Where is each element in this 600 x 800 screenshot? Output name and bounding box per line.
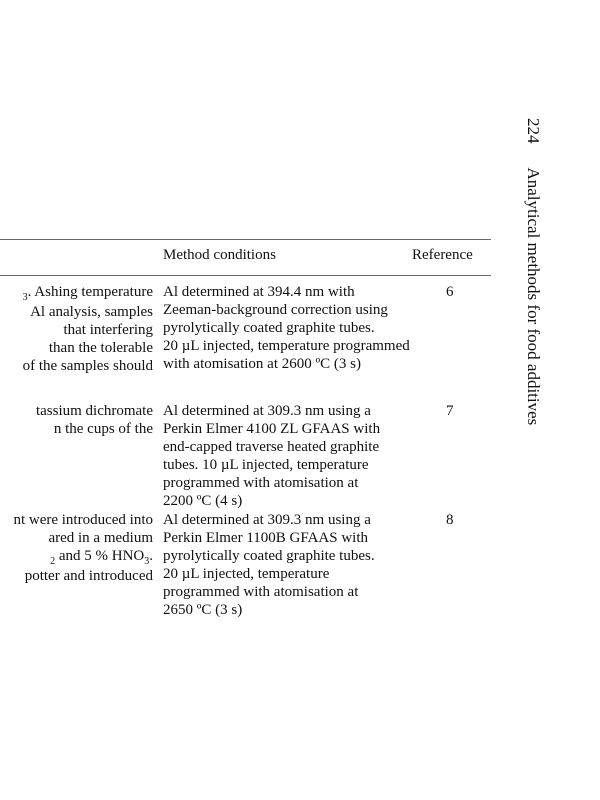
row1-method-conditions — [163, 283, 410, 373]
row3-method-line5: programmed with atomisation at — [163, 584, 359, 600]
row1-left-line1: $_3$. Ashing temperature — [22, 284, 153, 303]
book-title: Analytical methods for food additives — [524, 167, 543, 426]
row3-method-line1: Al determined at 309.3 nm using a — [163, 512, 371, 528]
row2-left-fragment — [36, 402, 153, 438]
row3-method-line2: Perkin Elmer 1100B GFAAS with — [163, 530, 368, 546]
row1-method-line5: with atomisation at 2600 ºC (3 s) — [163, 356, 361, 372]
running-head — [520, 118, 544, 425]
row2-method-line5: programmed with atomisation at — [163, 475, 359, 491]
row2-method-line6: 2200 ºC (4 s) — [163, 493, 243, 509]
row1-left-line2: Al analysis, samples — [30, 304, 153, 320]
row2-method-line3: end-capped traverse heated graphite — [163, 439, 380, 455]
row2-method-conditions — [163, 402, 380, 510]
row1-method-line4: 20 µL injected, temperature programmed — [163, 338, 410, 354]
row2-method-line1: Al determined at 309.3 nm using a — [163, 403, 371, 419]
row3-left-fragment — [13, 511, 153, 585]
row3-left-line2: ared in a medium — [48, 530, 153, 546]
row3-left-line4: potter and introduced — [24, 568, 153, 584]
row3-method-line4: 20 µL injected, temperature — [163, 566, 330, 582]
row1-left-line3: that interfering — [63, 322, 153, 338]
row2-method-line2: Perkin Elmer 4100 ZL GFAAS with — [163, 421, 381, 437]
row3-reference: 8 — [446, 512, 454, 528]
header-reference: Reference — [412, 247, 473, 263]
row3-method-line3: pyrolytically coated graphite tubes. — [163, 548, 375, 564]
row1-method-line2: Zeeman-background correction using — [163, 302, 388, 318]
row1-left-fragment — [23, 283, 153, 375]
row1-left-line4: than the tolerable — [48, 340, 153, 356]
table-header-rule — [0, 275, 491, 276]
row3-left-line1: nt were introduced into — [13, 512, 153, 528]
page-number: 224 — [524, 118, 543, 144]
row1-method-line1: Al determined at 394.4 nm with — [163, 284, 355, 300]
row3-method-line6: 2650 ºC (3 s) — [163, 602, 243, 618]
row1-left-line5: of the samples should — [22, 358, 153, 374]
row3-left-line3: $_2$ and 5 % $HNO_3$. — [50, 548, 153, 567]
row3-method-conditions — [163, 511, 375, 619]
row2-left-line2: n the cups of the — [53, 421, 153, 437]
header-method-conditions: Method conditions — [163, 247, 276, 263]
row1-method-line3: pyrolytically coated graphite tubes. — [163, 320, 375, 336]
table-top-rule — [0, 239, 491, 240]
row2-reference: 7 — [446, 403, 454, 419]
row2-left-line1: tassium dichromate — [35, 403, 153, 419]
row2-method-line4: tubes. 10 µL injected, temperature — [163, 457, 369, 473]
row1-reference: 6 — [446, 284, 454, 300]
